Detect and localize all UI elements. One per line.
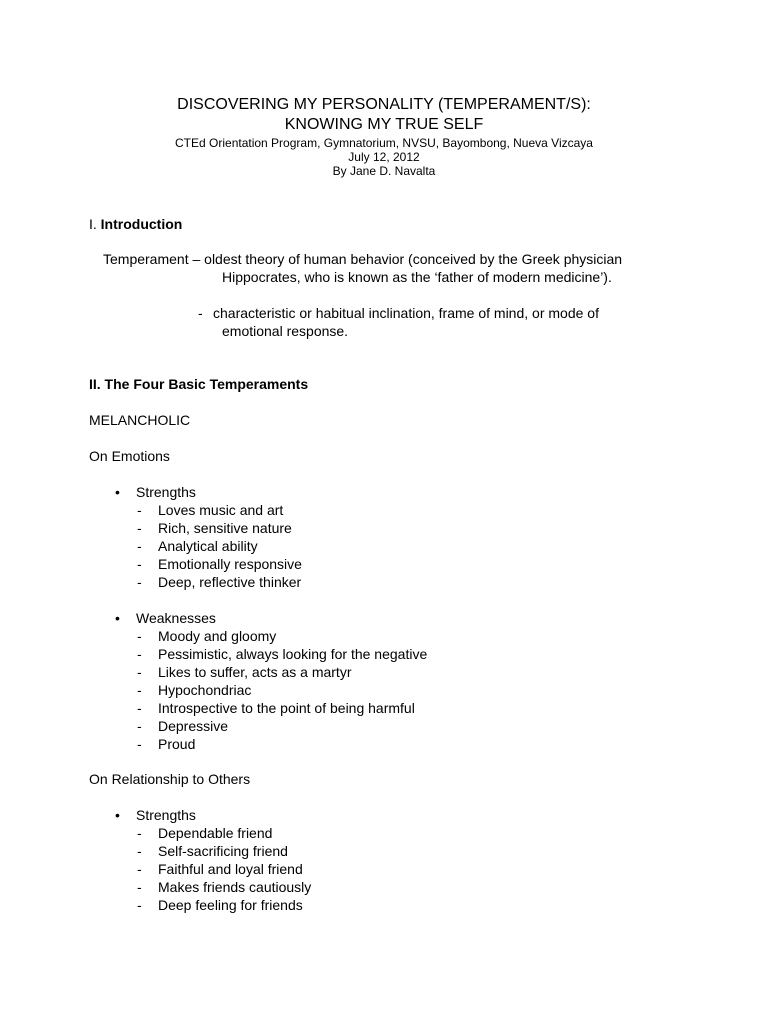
bullet-icon: • — [115, 610, 120, 626]
bullet-icon: • — [115, 484, 120, 500]
section-number: I. — [89, 216, 97, 232]
list-item: Pessimistic, always looking for the negative — [158, 646, 428, 662]
dash-marker: - — [137, 538, 142, 554]
dash-marker: - — [137, 502, 142, 518]
list-item: Dependable friend — [158, 825, 273, 841]
dash-marker: - — [137, 556, 142, 572]
list-item: Deep feeling for friends — [158, 897, 303, 913]
list-item: Likes to suffer, acts as a martyr — [158, 664, 352, 680]
author-line: By Jane D. Navalta — [332, 164, 436, 178]
list-item: Proud — [158, 736, 196, 752]
subsection-relationships: On Relationship to Others — [89, 771, 251, 787]
relationships-strengths-label: Strengths — [136, 807, 196, 823]
dash-marker: - — [137, 843, 142, 859]
list-item: Self-sacrificing friend — [158, 843, 288, 859]
list-item: Moody and gloomy — [158, 628, 277, 644]
list-item: Deep, reflective thinker — [158, 574, 302, 590]
definition-dash: - — [198, 305, 203, 321]
definition2-line-2: emotional response. — [222, 323, 349, 339]
list-item: Loves music and art — [158, 502, 284, 518]
definition-line-1: Temperament – oldest theory of human behavior (conceived by the Greek physician — [103, 251, 623, 267]
definition-line-2: Hippocrates, who is known as the ‘father of modern medicine’). — [222, 269, 612, 285]
date-line: July 12, 2012 — [348, 150, 420, 164]
dash-marker: - — [137, 861, 142, 877]
dash-marker: - — [137, 664, 142, 680]
section-heading-temperaments: II. The Four Basic Temperaments — [89, 376, 309, 392]
list-item: Depressive — [158, 718, 229, 734]
dash-marker: - — [137, 700, 142, 716]
list-item: Rich, sensitive nature — [158, 520, 292, 536]
document-title-line1: DISCOVERING MY PERSONALITY (TEMPERAMENT/S): — [177, 96, 591, 113]
temperament-name: MELANCHOLIC — [89, 412, 191, 428]
dash-marker: - — [137, 897, 142, 913]
subsection-emotions: On Emotions — [89, 448, 170, 464]
list-item: Faithful and loyal friend — [158, 861, 303, 877]
dash-marker: - — [137, 718, 142, 734]
document-title-line2: KNOWING MY TRUE SELF — [284, 116, 484, 133]
list-item: Analytical ability — [158, 538, 258, 554]
dash-marker: - — [137, 574, 142, 590]
dash-marker: - — [137, 825, 142, 841]
event-line: CTEd Orientation Program, Gymnatorium, NVSU, Bayombong, Nueva Vizcaya — [175, 136, 593, 150]
definition2-line-1: characteristic or habitual inclination, frame of mind, or mode of — [213, 305, 599, 321]
list-item: Hypochondriac — [158, 682, 252, 698]
list-item: Introspective to the point of being harmful — [158, 700, 415, 716]
section-title: Introduction — [100, 216, 183, 232]
dash-marker: - — [137, 520, 142, 536]
dash-marker: - — [137, 646, 142, 662]
list-item: Makes friends cautiously — [158, 879, 312, 895]
list-item: Emotionally responsive — [158, 556, 302, 572]
bullet-icon: • — [115, 807, 120, 823]
emotions-weaknesses-label: Weaknesses — [136, 610, 216, 626]
emotions-strengths-label: Strengths — [136, 484, 196, 500]
section-heading-introduction — [89, 216, 182, 233]
dash-marker: - — [137, 879, 142, 895]
dash-marker: - — [137, 628, 142, 644]
dash-marker: - — [137, 682, 142, 698]
dash-marker: - — [137, 736, 142, 752]
